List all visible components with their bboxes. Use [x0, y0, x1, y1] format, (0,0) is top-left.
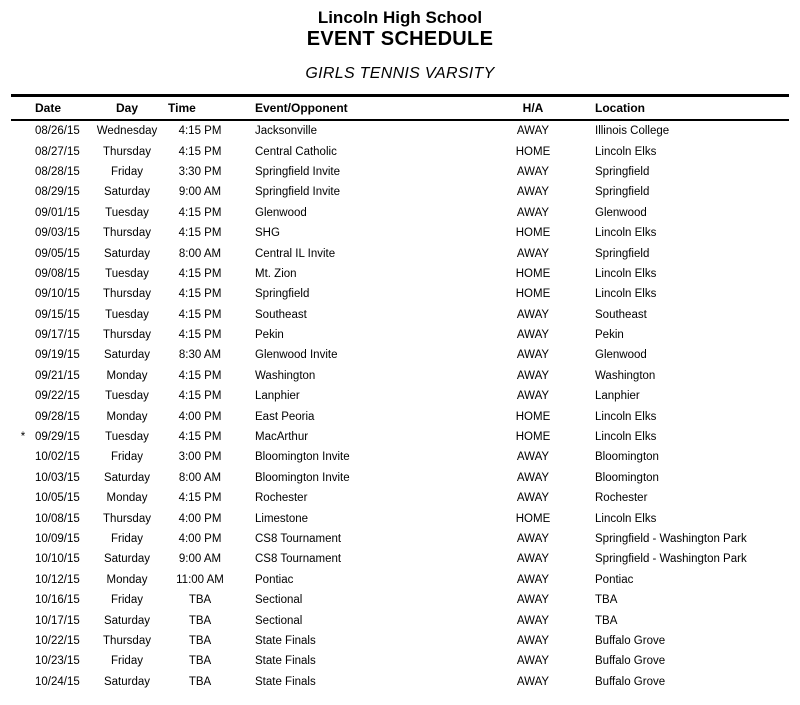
cell-home-away: HOME [515, 288, 551, 301]
cell-day: Friday [111, 533, 143, 545]
cell-date: 09/28/15 [35, 410, 80, 423]
table-row [11, 203, 789, 223]
cell-day: Wednesday [96, 125, 158, 138]
cell-home-away: AWAY [516, 492, 550, 505]
cell-home-away: AWAY [516, 471, 550, 484]
cell-home-away: AWAY [516, 349, 550, 362]
cell-day: Saturday [103, 247, 151, 260]
cell-location: Lincoln Elks [595, 512, 657, 525]
cell-marker [11, 406, 35, 426]
cell-time: 4:15 PM [178, 227, 222, 240]
cell-event: Central Catholic [255, 145, 337, 158]
cell-home-away: AWAY [516, 165, 550, 178]
cell-date: 09/21/15 [35, 369, 80, 382]
cell-location: Lincoln Elks [595, 227, 657, 240]
cell-home-away: AWAY [516, 308, 550, 321]
cell-date: 10/09/15 [35, 533, 80, 545]
cell-home-away: AWAY [516, 614, 550, 627]
cell-time: TBA [188, 634, 212, 647]
school-name: Lincoln High School [317, 8, 483, 27]
cell-location: Southeast [595, 308, 647, 321]
cell-event: Glenwood [255, 206, 307, 219]
cell-date: 10/17/15 [35, 614, 80, 627]
cell-date: 09/03/15 [35, 227, 80, 240]
cell-day: Thursday [103, 329, 151, 342]
cell-location: Springfield - Washington Park [595, 553, 747, 566]
cell-event: Sectional [255, 594, 303, 607]
cell-marker [11, 570, 35, 590]
cell-day: Tuesday [105, 206, 149, 219]
schedule-table [11, 94, 789, 692]
cell-time: 9:00 AM [178, 553, 222, 566]
cell-location: TBA [595, 614, 618, 627]
table-row [11, 223, 789, 243]
cell-date: 10/03/15 [35, 471, 80, 484]
table-row [11, 672, 789, 692]
cell-location: Buffalo Grove [595, 675, 666, 688]
table-row [11, 468, 789, 488]
cell-home-away: AWAY [516, 329, 550, 342]
cell-day: Tuesday [105, 308, 149, 321]
cell-date: 08/29/15 [35, 186, 80, 199]
cell-day: Thursday [103, 634, 151, 647]
cell-location: Springfield [595, 247, 650, 260]
cell-marker [11, 631, 35, 651]
cell-day: Monday [106, 410, 148, 423]
cell-marker [11, 468, 35, 488]
cell-location: Illinois College [595, 125, 670, 138]
cell-event: Springfield Invite [255, 186, 341, 199]
cell-time: TBA [188, 594, 212, 607]
header-date: Date [35, 101, 62, 115]
cell-date: 09/29/15 [35, 431, 80, 444]
cell-day: Thursday [103, 512, 151, 525]
cell-time: 4:15 PM [178, 267, 222, 280]
cell-home-away: HOME [515, 227, 551, 240]
cell-day: Tuesday [105, 390, 149, 403]
cell-day: Saturday [103, 349, 151, 362]
cell-home-away: AWAY [516, 573, 550, 586]
cell-home-away: HOME [515, 267, 551, 280]
cell-day: Saturday [103, 553, 151, 566]
cell-event: Sectional [255, 614, 303, 627]
cell-event: SHG [255, 227, 280, 240]
cell-marker [11, 305, 35, 325]
cell-time: 4:15 PM [178, 125, 222, 138]
cell-date: 10/05/15 [35, 492, 80, 505]
cell-marker [11, 447, 35, 467]
table-row [11, 447, 789, 467]
cell-event: MacArthur [255, 431, 309, 444]
cell-event: Limestone [255, 512, 309, 525]
cell-day: Thursday [103, 227, 151, 240]
table-row [11, 386, 789, 406]
cell-day: Friday [111, 451, 143, 464]
table-row [11, 264, 789, 284]
table-row [11, 120, 789, 141]
cell-marker [11, 386, 35, 406]
cell-date: 09/17/15 [35, 329, 80, 342]
table-row [11, 325, 789, 345]
cell-home-away: AWAY [516, 533, 550, 545]
cell-time: 4:15 PM [178, 308, 222, 321]
cell-day: Monday [106, 369, 148, 382]
cell-date: 10/02/15 [35, 451, 80, 464]
table-row [11, 162, 789, 182]
cell-event: Bloomington Invite [255, 451, 350, 464]
cell-location: Bloomington [595, 451, 659, 464]
cell-marker [11, 243, 35, 263]
header-row [11, 96, 789, 121]
cell-location: Pekin [595, 329, 624, 342]
cell-date: 10/16/15 [35, 594, 80, 607]
cell-marker [11, 162, 35, 182]
cell-location: Washington [595, 369, 656, 382]
cell-marker [11, 325, 35, 345]
table-row [11, 529, 789, 549]
cell-marker [11, 610, 35, 630]
cell-event: Springfield Invite [255, 165, 341, 178]
schedule-table-wrap [11, 94, 789, 692]
cell-location: Glenwood [595, 349, 647, 362]
cell-event: Rochester [255, 492, 308, 505]
cell-event: CS8 Tournament [255, 533, 342, 545]
cell-event: Pekin [255, 329, 284, 342]
cell-day: Friday [111, 655, 143, 668]
header-event-opponent: Event/Opponent [255, 101, 348, 115]
cell-event: Bloomington Invite [255, 471, 350, 484]
cell-date: 09/10/15 [35, 288, 80, 301]
cell-location: Lincoln Elks [595, 267, 657, 280]
cell-location: Buffalo Grove [595, 655, 666, 668]
header-day: Day [115, 101, 138, 115]
table-row [11, 570, 789, 590]
cell-day: Saturday [103, 186, 151, 199]
cell-event: State Finals [255, 655, 316, 668]
cell-date: 08/27/15 [35, 145, 80, 158]
schedule-body [11, 120, 789, 692]
cell-marker [11, 120, 35, 141]
cell-location: TBA [595, 594, 618, 607]
cell-home-away: AWAY [516, 206, 550, 219]
team-subtitle: GIRLS TENNIS VARSITY [305, 65, 495, 82]
cell-date: 10/08/15 [35, 512, 80, 525]
cell-location: Lincoln Elks [595, 431, 657, 444]
cell-date: 08/26/15 [35, 125, 80, 138]
cell-marker [11, 141, 35, 161]
cell-time: 4:15 PM [178, 145, 222, 158]
cell-marker [11, 182, 35, 202]
cell-date: 08/28/15 [35, 165, 80, 178]
cell-date: 09/22/15 [35, 390, 80, 403]
cell-time: 8:00 AM [178, 471, 222, 484]
cell-date: 09/05/15 [35, 247, 80, 260]
table-row [11, 243, 789, 263]
table-row [11, 305, 789, 325]
cell-event: Washington [255, 369, 316, 382]
cell-event: Jacksonville [255, 125, 317, 138]
cell-day: Friday [111, 594, 143, 607]
table-row [11, 141, 789, 161]
table-row [11, 508, 789, 528]
cell-time: 4:15 PM [178, 492, 222, 505]
cell-event: Glenwood Invite [255, 349, 338, 362]
cell-day: Monday [106, 573, 148, 586]
cell-marker [11, 672, 35, 692]
cell-event: Mt. Zion [255, 267, 297, 280]
cell-marker [11, 203, 35, 223]
cell-home-away: AWAY [516, 655, 550, 668]
cell-event: East Peoria [255, 410, 315, 423]
cell-event: State Finals [255, 675, 316, 688]
table-row [11, 631, 789, 651]
cell-marker [11, 488, 35, 508]
cell-home-away: AWAY [516, 125, 550, 138]
cell-location: Springfield - Washington Park [595, 533, 747, 545]
cell-time: 3:30 PM [178, 165, 222, 178]
table-row [11, 182, 789, 202]
cell-day: Saturday [103, 471, 151, 484]
cell-time: TBA [188, 655, 212, 668]
cell-day: Thursday [103, 145, 151, 158]
table-row [11, 427, 789, 447]
cell-event: CS8 Tournament [255, 553, 342, 566]
table-row [11, 610, 789, 630]
cell-date: 09/19/15 [35, 349, 80, 362]
cell-time: 4:00 PM [178, 512, 222, 525]
cell-day: Friday [111, 165, 143, 178]
cell-home-away: HOME [515, 431, 551, 444]
cell-date: 10/12/15 [35, 573, 80, 586]
cell-date: 09/01/15 [35, 206, 80, 219]
cell-location: Glenwood [595, 206, 647, 219]
cell-date: 10/10/15 [35, 553, 80, 566]
cell-time: 4:15 PM [178, 390, 222, 403]
cell-date: 10/24/15 [35, 675, 80, 688]
cell-home-away: AWAY [516, 451, 550, 464]
cell-marker [11, 651, 35, 671]
cell-time: 8:00 AM [178, 247, 222, 260]
cell-marker [11, 508, 35, 528]
table-header [11, 96, 789, 121]
header-marker [11, 96, 35, 121]
cell-marker [11, 223, 35, 243]
header-location: Location [595, 101, 645, 115]
cell-location: Pontiac [595, 573, 634, 586]
cell-marker [11, 366, 35, 386]
cell-location: Lincoln Elks [595, 145, 657, 158]
cell-home-away: AWAY [516, 390, 550, 403]
cell-home-away: AWAY [516, 594, 550, 607]
cell-date: 09/15/15 [35, 308, 80, 321]
cell-time: 4:00 PM [178, 533, 222, 545]
cell-event: Pontiac [255, 573, 294, 586]
cell-time: 4:15 PM [178, 288, 222, 301]
cell-location: Lincoln Elks [595, 288, 657, 301]
cell-event: State Finals [255, 634, 316, 647]
cell-home-away: HOME [515, 512, 551, 525]
cell-location: Lincoln Elks [595, 410, 657, 423]
cell-date: 09/08/15 [35, 267, 80, 280]
cell-home-away: AWAY [516, 369, 550, 382]
cell-home-away: AWAY [516, 247, 550, 260]
cell-event: Central IL Invite [255, 247, 336, 260]
table-row [11, 651, 789, 671]
cell-time: 4:15 PM [178, 431, 222, 444]
cell-day: Tuesday [105, 267, 149, 280]
cell-event: Lanphier [255, 390, 300, 403]
cell-date: 10/23/15 [35, 655, 80, 668]
page-header [0, 0, 800, 83]
cell-time: 3:00 PM [178, 451, 222, 464]
cell-day: Saturday [103, 675, 151, 688]
cell-day: Monday [106, 492, 148, 505]
cell-time: 4:15 PM [178, 369, 222, 382]
cell-location: Bloomington [595, 471, 659, 484]
cell-home-away: AWAY [516, 186, 550, 199]
table-row [11, 488, 789, 508]
cell-day: Tuesday [105, 431, 149, 444]
cell-location: Springfield [595, 186, 650, 199]
cell-time: 8:30 AM [178, 349, 222, 362]
cell-location: Buffalo Grove [595, 634, 666, 647]
cell-time: TBA [188, 614, 212, 627]
table-row [11, 590, 789, 610]
cell-marker [11, 529, 35, 549]
table-row [11, 406, 789, 426]
table-row [11, 284, 789, 304]
cell-time: 9:00 AM [178, 186, 222, 199]
cell-marker [11, 264, 35, 284]
cell-location: Springfield [595, 165, 650, 178]
header-time: Time [168, 101, 196, 115]
cell-event: Southeast [255, 308, 307, 321]
cell-marker [11, 345, 35, 365]
cell-marker [11, 284, 35, 304]
cell-location: Rochester [595, 492, 648, 505]
cell-home-away: HOME [515, 410, 551, 423]
header-home-away: H/A [522, 101, 544, 115]
table-row [11, 549, 789, 569]
cell-time: 4:15 PM [178, 329, 222, 342]
cell-time: 4:15 PM [178, 206, 222, 219]
table-row [11, 366, 789, 386]
table-row [11, 345, 789, 365]
page-title: EVENT SCHEDULE [306, 28, 494, 50]
cell-home-away: AWAY [516, 553, 550, 566]
cell-marker [11, 590, 35, 610]
cell-day: Saturday [103, 614, 151, 627]
cell-home-away: HOME [515, 145, 551, 158]
cell-time: 11:00 AM [176, 573, 224, 586]
cell-event: Springfield [255, 288, 310, 301]
cell-day: Thursday [103, 288, 151, 301]
cell-location: Lanphier [595, 390, 640, 403]
cell-marker [11, 549, 35, 569]
cell-time: 4:00 PM [178, 410, 222, 423]
cell-time: TBA [188, 675, 212, 688]
cell-home-away: AWAY [516, 634, 550, 647]
cell-home-away: AWAY [516, 675, 550, 688]
cell-marker: * [20, 431, 26, 444]
cell-date: 10/22/15 [35, 634, 80, 647]
